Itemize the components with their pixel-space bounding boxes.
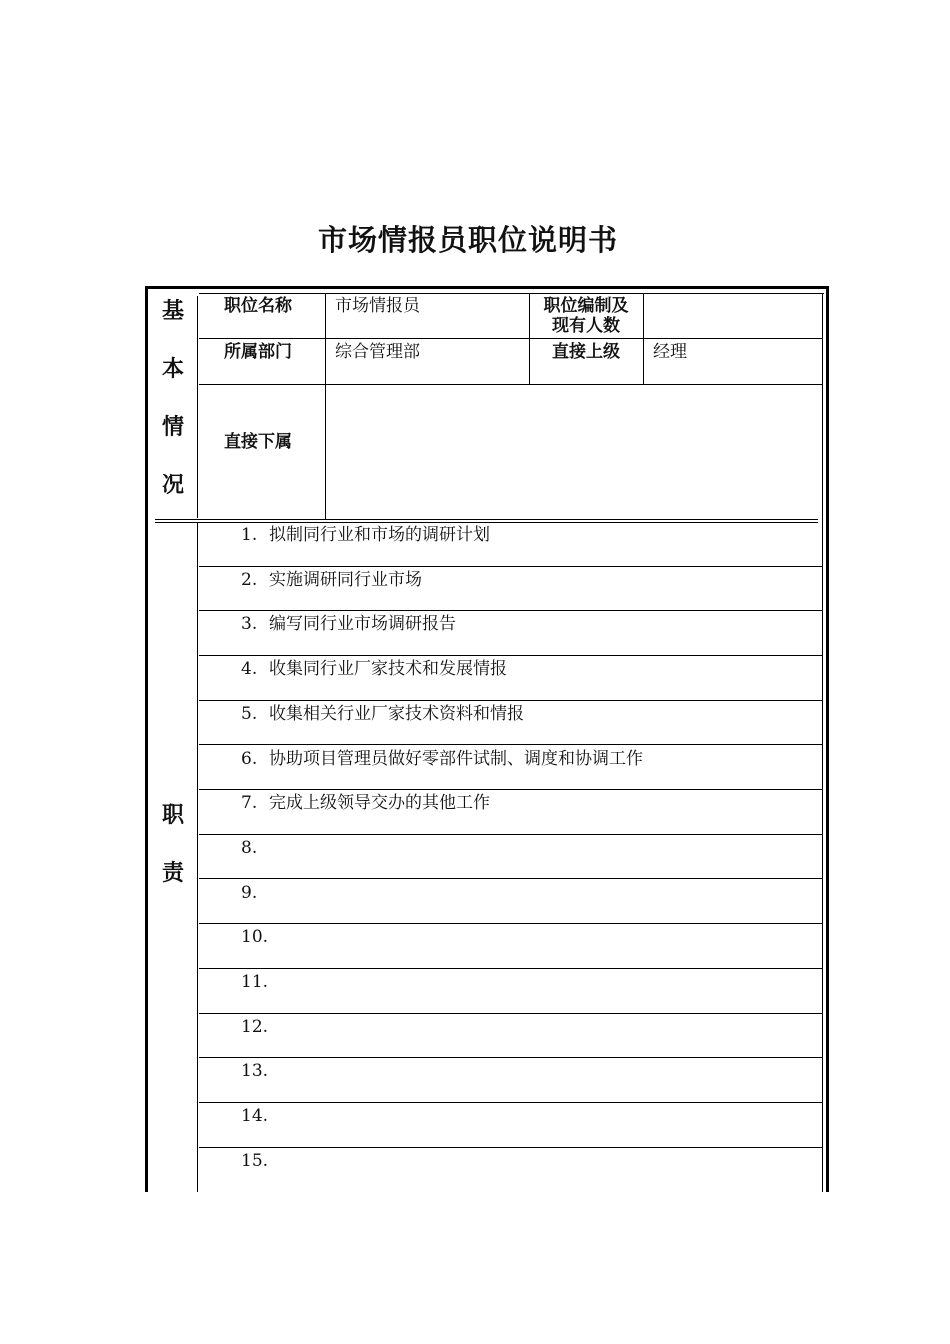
basic-bottom-double-2: [155, 522, 818, 523]
duty-item: [241, 1061, 269, 1081]
duty-item-text: 收集相关行业厂家技术资料和情报: [269, 703, 524, 724]
duty-row-divider: [199, 968, 823, 969]
duty-item: [241, 793, 490, 813]
duty-item: [241, 1106, 269, 1126]
duty-row-divider: [199, 923, 823, 924]
duty-item-number: 9.: [241, 882, 258, 903]
duty-item-number: 1.: [241, 525, 258, 545]
duty-row-divider: [199, 655, 823, 656]
duty-item-number: 10.: [241, 927, 269, 948]
row-divider-2: [199, 384, 823, 385]
duty-item: [241, 1017, 269, 1037]
duty-row-divider: [199, 834, 823, 835]
basic-section-char: 本: [161, 357, 184, 382]
duty-row-divider: [199, 1102, 823, 1103]
supervisor-label: 直接上级: [552, 342, 620, 362]
subordinate-label: 直接下属: [224, 432, 292, 452]
duty-item-text: 收集同行业厂家技术和发展情报: [269, 659, 507, 680]
duty-item-number: 12.: [241, 1016, 269, 1037]
duty-row-divider: [199, 789, 823, 790]
duty-item: [241, 749, 643, 769]
basic-section-label: [151, 296, 195, 528]
duty-item-number: 6.: [241, 748, 258, 769]
document-title: 市场情报员职位说明书: [317, 223, 618, 257]
duty-row-divider: [199, 1013, 823, 1014]
duty-item: [241, 1151, 269, 1171]
duties-section-left-divider: [197, 523, 198, 1192]
duty-item-number: 5.: [241, 703, 258, 724]
duty-item: [241, 525, 490, 545]
department-value: 综合管理部: [335, 342, 420, 362]
duty-item-number: 8.: [241, 837, 258, 858]
duties-section-char: 职: [161, 803, 184, 828]
duty-item-number: 2.: [241, 569, 258, 590]
basic-section-left-divider: [197, 296, 198, 518]
duty-row-divider: [199, 878, 823, 879]
position-name-label: 职位名称: [224, 296, 292, 316]
duty-item: [241, 883, 269, 903]
duty-item-number: 4.: [241, 659, 258, 680]
basic-top-inner-border: [199, 293, 824, 294]
duty-item-number: 3.: [241, 614, 258, 635]
duty-item-text: 编写同行业市场调研报告: [269, 614, 456, 635]
duty-row-divider: [199, 700, 823, 701]
duty-item-number: 7.: [241, 793, 258, 814]
row-divider-1: [199, 338, 823, 339]
headcount-label-line2: 现有人数: [552, 316, 620, 336]
duty-row-divider: [199, 610, 823, 611]
duty-item-text: 拟制同行业和市场的调研计划: [269, 525, 490, 545]
department-label: 所属部门: [224, 342, 292, 362]
duty-item-text: 完成上级领导交办的其他工作: [269, 793, 490, 814]
col-divider-label: [325, 293, 326, 519]
duty-item-number: 11.: [241, 972, 269, 992]
basic-bottom-double-1: [155, 519, 818, 520]
duty-item-text: 协助项目管理员做好零部件试制、调度和协调工作: [269, 748, 643, 769]
duty-item-number: 14.: [241, 1106, 269, 1127]
duty-item-text: 实施调研同行业市场: [269, 569, 422, 590]
duty-item: [241, 927, 269, 947]
duty-row-divider: [199, 566, 823, 567]
duty-row-divider: [199, 744, 823, 745]
headcount-label-line1: 职位编制及: [543, 296, 629, 316]
supervisor-value: 经理: [653, 342, 687, 362]
duty-item-number: 13.: [241, 1061, 269, 1082]
duty-row-divider: [199, 1147, 823, 1148]
duty-row-divider: [199, 1057, 823, 1058]
duty-item: [241, 838, 269, 858]
headcount-label: [531, 296, 641, 336]
duties-section-char: 责: [161, 861, 184, 886]
duties-section-label: [151, 800, 195, 916]
basic-section-char: 基: [161, 299, 184, 324]
duty-item: [241, 704, 524, 724]
position-name-value: 市场情报员: [335, 296, 420, 316]
duty-item: [241, 614, 456, 634]
duty-item-number: 15.: [241, 1150, 269, 1171]
duty-item: [241, 972, 269, 992]
duty-item: [241, 659, 507, 679]
basic-section-char: 况: [161, 473, 184, 498]
duty-item: [241, 570, 422, 590]
basic-section-char: 情: [161, 415, 184, 440]
